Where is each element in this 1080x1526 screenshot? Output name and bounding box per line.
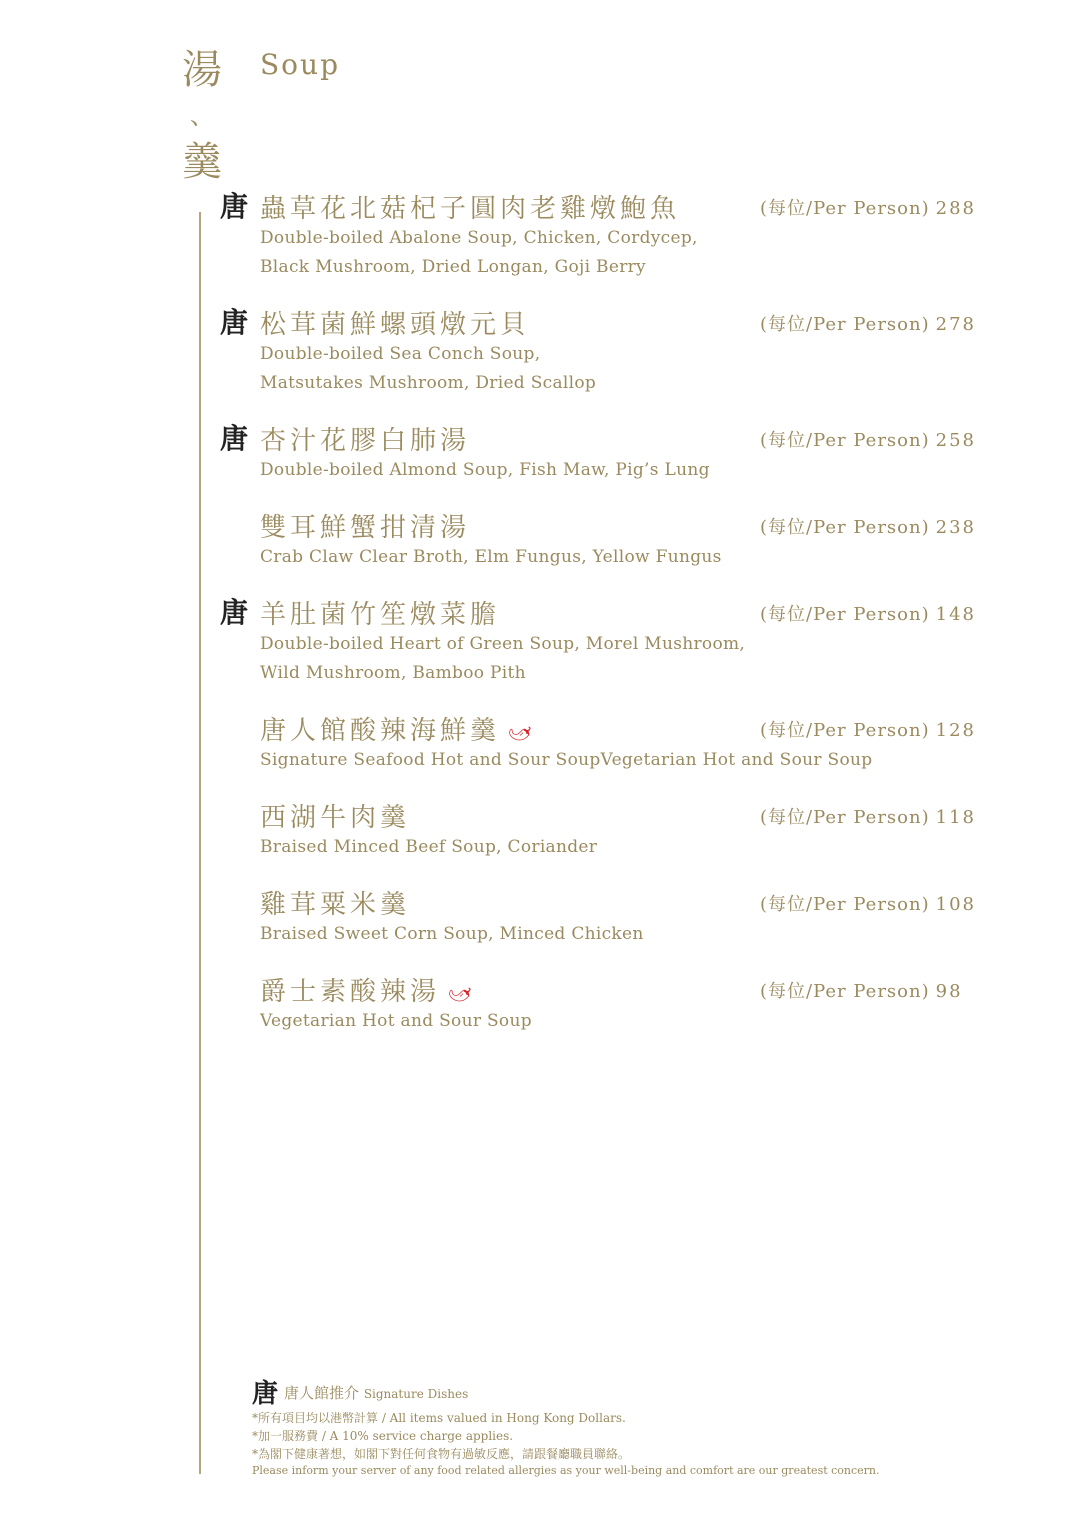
- dish-price: [760, 803, 976, 829]
- dish-name-text: 唐人館酸辣海鮮羹: [260, 716, 501, 746]
- note-allergy-en: Please inform your server of any food related allergies as your well-being and comfort are our greatest concern.: [252, 1464, 880, 1477]
- price-label: (每位/Per Person): [760, 198, 930, 219]
- dish-name: [260, 971, 479, 1011]
- price-amount: 258: [935, 430, 976, 451]
- note-service-charge: *加一服務費 / A 10% service charge applies.: [252, 1429, 514, 1443]
- signature-mark-icon: 唐: [252, 1379, 279, 1409]
- dish-price: [760, 600, 976, 626]
- price-label: (每位/Per Person): [760, 981, 930, 1002]
- dish-name-text: 蟲草花北菇杞子圓肉老雞燉鮑魚: [260, 194, 681, 224]
- signature-legend: [252, 1378, 852, 1409]
- price-label: (每位/Per Person): [760, 720, 930, 741]
- dish-name: [260, 710, 539, 750]
- description-line: Signature Seafood Hot and Sour SoupVegetarian Hot and Sour Soup: [260, 750, 873, 770]
- title-char-2: 羹: [182, 139, 222, 185]
- chili-pepper-icon: 🌶: [444, 978, 479, 1011]
- title-separator: 、: [190, 102, 214, 130]
- price-label: (每位/Per Person): [760, 314, 930, 335]
- price-label: (每位/Per Person): [760, 807, 930, 828]
- signature-mark-text: 唐: [220, 596, 249, 629]
- signature-mark-text: 唐: [220, 190, 249, 223]
- price-amount: 128: [935, 720, 976, 741]
- dish-name: [260, 594, 500, 631]
- signature-legend-zh: 唐人館推介: [284, 1384, 360, 1402]
- description-line: Braised Sweet Corn Soup, Minced Chicken: [260, 924, 644, 944]
- description-line: Black Mushroom, Dried Longan, Goji Berry: [260, 257, 646, 277]
- dish-name-text: 雞茸粟米羹: [260, 890, 411, 920]
- vertical-divider: [199, 212, 201, 1474]
- description-line: Double-boiled Abalone Soup, Chicken, Cordycep,: [260, 228, 698, 248]
- dish-price: [760, 977, 963, 1003]
- chili-pepper-icon: 🌶: [504, 717, 539, 750]
- dish-price: [760, 310, 976, 336]
- title-char-1: 湯: [182, 47, 222, 93]
- section-title-chinese: [180, 46, 224, 186]
- dish-name: [260, 884, 410, 921]
- signature-mark-icon: [220, 192, 250, 222]
- note-currency: *所有項目均以港幣計算 / All items valued in Hong Kong Dollars.: [252, 1411, 626, 1425]
- signature-legend-en: Signature Dishes: [363, 1387, 469, 1401]
- dish-name-text: 雙耳鮮蟹拑清湯: [260, 513, 471, 543]
- description-line: Braised Minced Beef Soup, Coriander: [260, 837, 598, 857]
- dish-description: [260, 1007, 532, 1036]
- price-amount: 238: [935, 517, 976, 538]
- dish-price: [760, 716, 976, 742]
- dish-price: [760, 194, 976, 220]
- dish-price: [760, 513, 976, 539]
- signature-mark-icon: [220, 424, 250, 454]
- price-label: (每位/Per Person): [760, 517, 930, 538]
- description-line: Crab Claw Clear Broth, Elm Fungus, Yellow Fungus: [260, 547, 722, 567]
- dish-name: [260, 420, 470, 457]
- signature-mark-icon: [220, 308, 250, 338]
- dish-name: [260, 507, 470, 544]
- description-line: Double-boiled Heart of Green Soup, Morel Mushroom,: [260, 634, 746, 654]
- price-label: (每位/Per Person): [760, 604, 930, 625]
- dish-name-text: 爵士素酸辣湯: [260, 977, 441, 1007]
- price-amount: 148: [935, 604, 976, 625]
- price-amount: 98: [935, 981, 963, 1002]
- price-amount: 288: [935, 198, 976, 219]
- description-line: Matsutakes Mushroom, Dried Scallop: [260, 373, 597, 393]
- section-title-english: Soup: [260, 48, 340, 81]
- dish-description: [260, 920, 644, 949]
- dish-description: [260, 456, 710, 485]
- price-label: (每位/Per Person): [760, 430, 930, 451]
- dish-description: [260, 224, 698, 282]
- signature-mark-icon: [220, 598, 250, 628]
- price-amount: 108: [935, 894, 976, 915]
- dish-name-text: 羊肚菌竹笙燉菜膽: [260, 600, 501, 630]
- dish-name: [260, 797, 410, 834]
- dish-name-text: 松茸菌鮮螺頭燉元貝: [260, 310, 531, 340]
- dish-price: [760, 890, 976, 916]
- dish-description: [260, 543, 722, 572]
- description-line: Wild Mushroom, Bamboo Pith: [260, 663, 526, 683]
- signature-mark-text: 唐: [220, 306, 249, 339]
- dish-name: [260, 304, 530, 341]
- note-allergy-zh: *為閣下健康著想，如閣下對任何食物有過敏反應，請跟餐廳職員聯絡。: [252, 1447, 631, 1461]
- dish-name: [260, 188, 680, 225]
- menu-footer: [252, 1378, 880, 1478]
- signature-mark-text: 唐: [220, 422, 249, 455]
- price-amount: 118: [935, 807, 976, 828]
- dish-description: [260, 630, 745, 688]
- price-label: (每位/Per Person): [760, 894, 930, 915]
- description-line: Double-boiled Sea Conch Soup,: [260, 344, 541, 364]
- dish-name-text: 杏汁花膠白肺湯: [260, 426, 471, 456]
- description-line: Double-boiled Almond Soup, Fish Maw, Pig’s Lung: [260, 460, 710, 480]
- dish-name-text: 西湖牛肉羹: [260, 803, 411, 833]
- dish-description: [260, 746, 872, 775]
- price-amount: 278: [935, 314, 976, 335]
- dish-description: [260, 340, 596, 398]
- description-line: Vegetarian Hot and Sour Soup: [260, 1011, 532, 1031]
- dish-price: [760, 426, 976, 452]
- dish-description: [260, 833, 597, 862]
